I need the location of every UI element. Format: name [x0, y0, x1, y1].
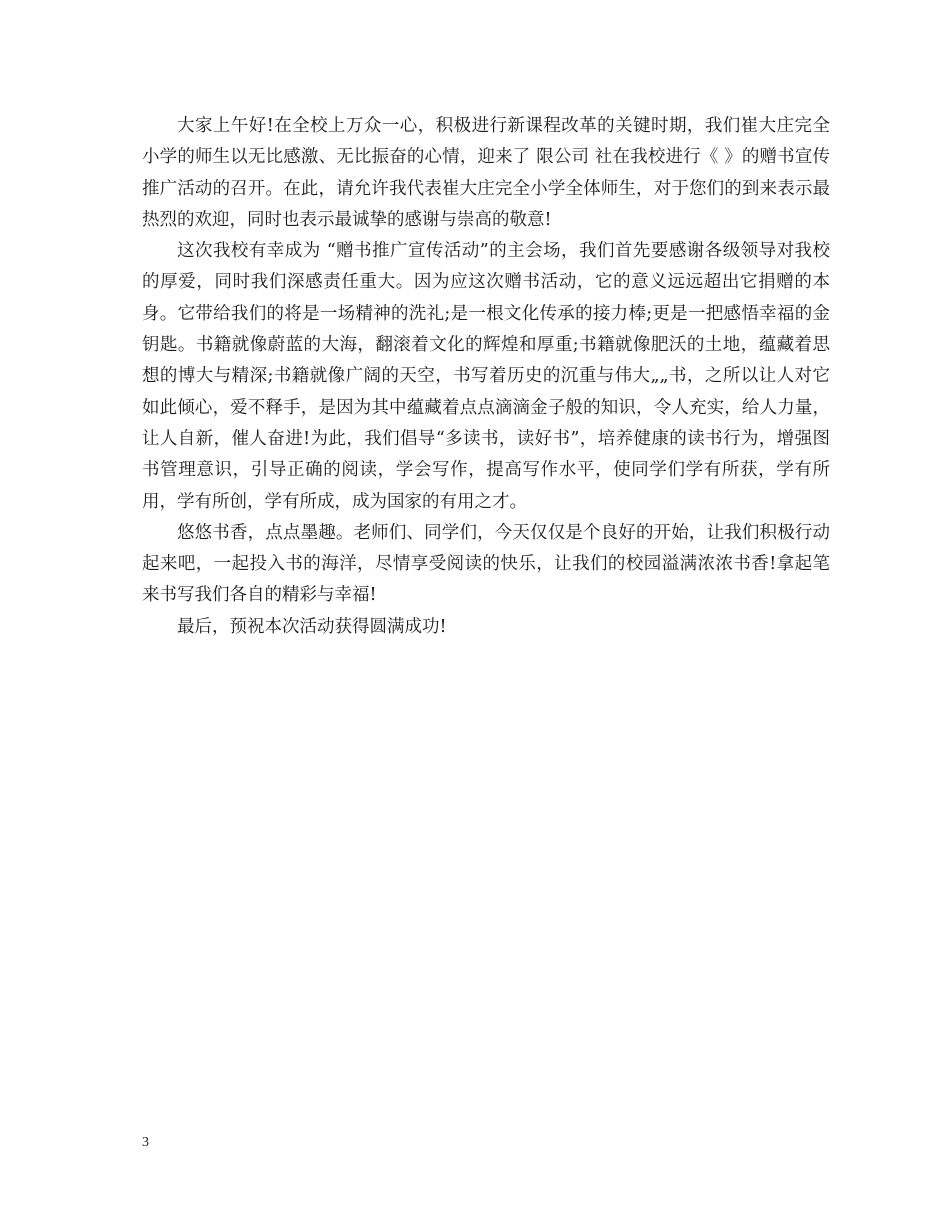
paragraph-book-significance: 这次我校有幸成为 “赠书推广宣传活动”的主会场，我们首先要感谢各级领导对我校的厚爱，同时我们深感责任重大。因为应这次赠书活动，它的意义远远超出它捐赠的本身。它带给我们的将是一场精神的洗礼;是一根文化传承的接力棒;更是一把感悟幸福的金钥匙。书籍就像蔚蓝的大海，翻滚着文化的辉煌和厚重;书籍就像肥沃的土地，蕴藏着思想的博大与精深;书籍就像广阔的天空，书写着历史的沉重与伟大„„书，之所以让人对它如此倾心，爱不释手，是因为其中蕴藏着点点滴滴金子般的知识，令人充实，给人力量，让人自新，催人奋进!为此，我们倡导“多读书，读好书”，培养健康的读书行为，增强图书管理意识，引导正确的阅读，学会写作，提高写作水平，使同学们学有所获，学有所用，学有所创，学有所成，成为国家的有用之才。 — [142, 241, 830, 512]
paragraph-greeting: 大家上午好!在全校上万众一心，积极进行新课程改革的关键时期，我们崔大庄完全小学的师生以无比感激、无比振奋的心情，迎来了 限公司 社在我校进行《 》的赠书宣传推广活动的召开。在此，请允许我代表崔大庄完全小学全体师生，对于您们的到来表示最热烈的欢迎，同时也表示最诚挚的感谢与崇高的敬意! — [142, 116, 830, 230]
document-body — [142, 111, 830, 643]
paragraph-closing-wish: 最后，预祝本次活动获得圆满成功! — [177, 616, 447, 637]
page-number: 3 — [142, 1135, 149, 1150]
paragraph-call-to-action: 悠悠书香，点点墨趣。老师们、同学们，今天仅仅是个良好的开始，让我们积极行动起来吧，一起投入书的海洋，尽情享受阅读的快乐，让我们的校园溢满浓浓书香!拿起笔来书写我们各自的精彩与幸福! — [142, 522, 830, 606]
